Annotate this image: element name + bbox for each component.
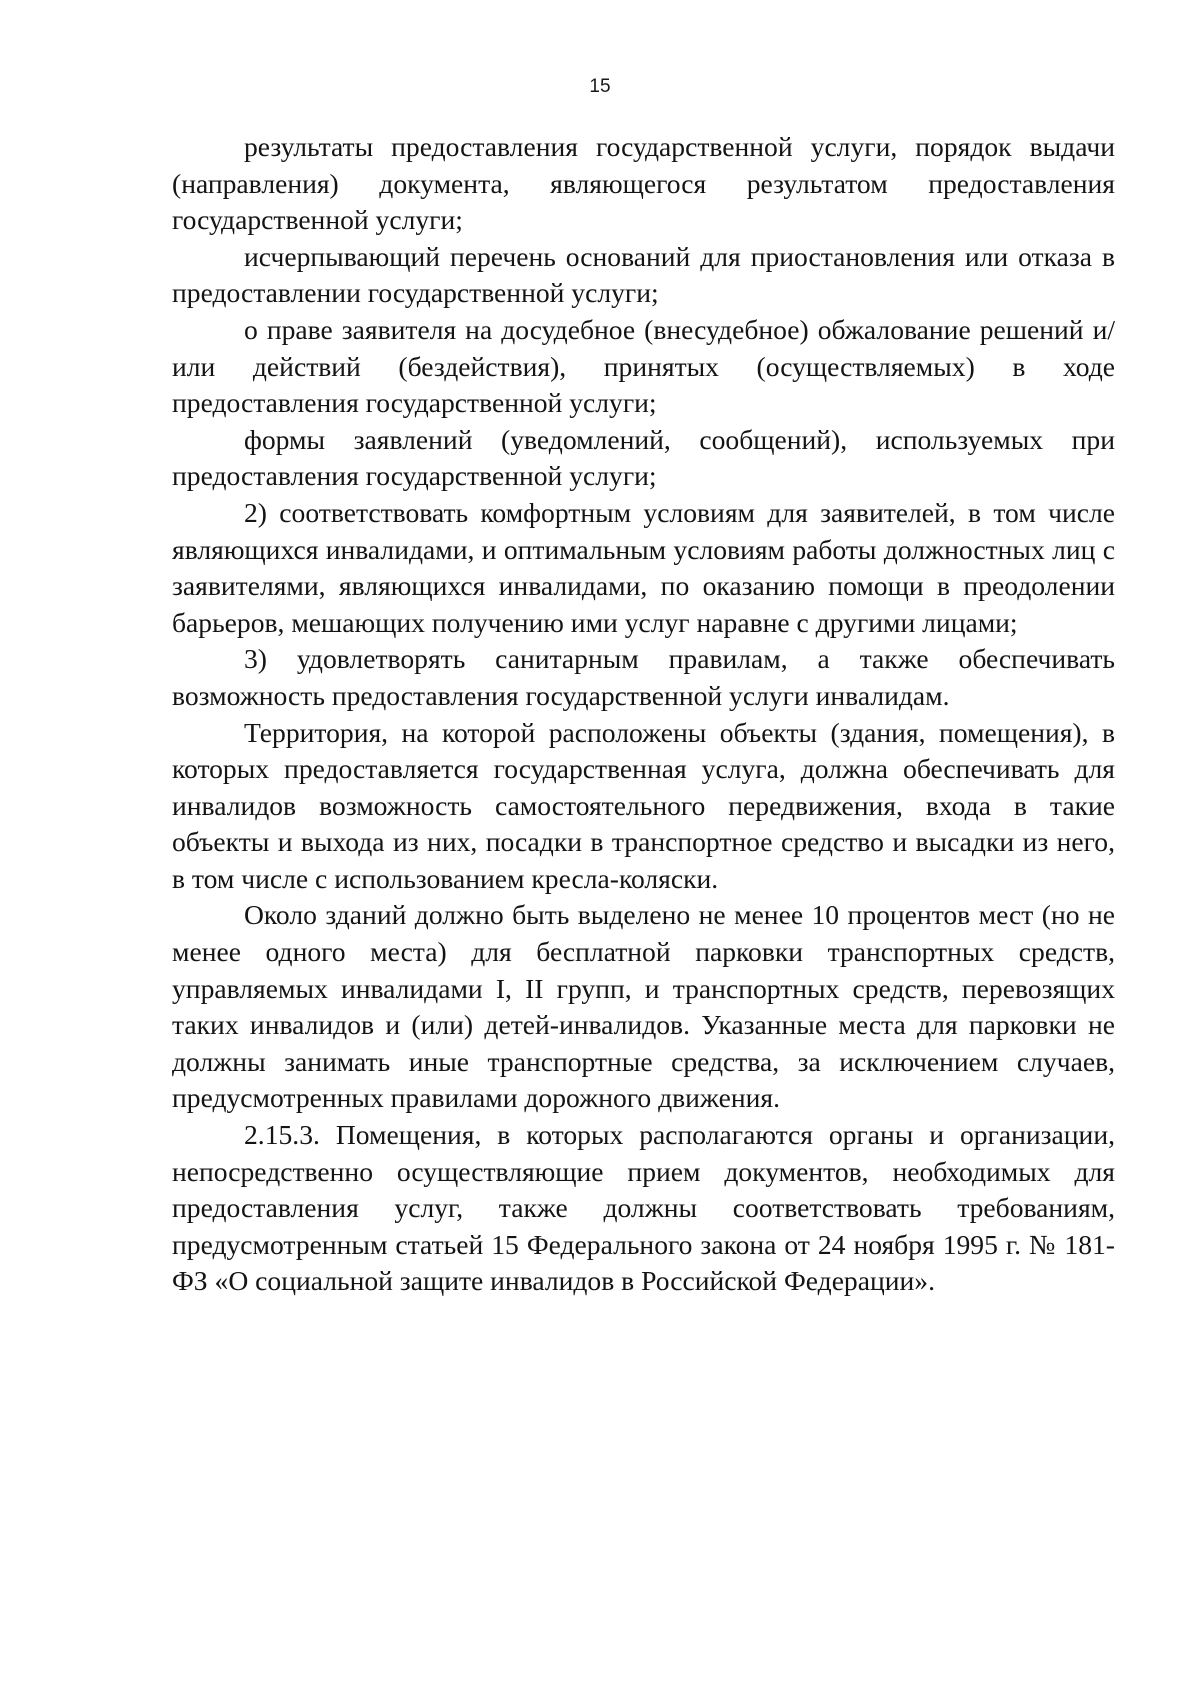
document-body [172, 129, 1115, 1300]
paragraph-application-forms: формы заявлений (уведомлений, сообщений), используемых при предоставления государственной услуги; [172, 423, 1115, 492]
paragraph-territory: Территория, на которой расположены объекты (здания, помещения), в которых предоставляется государственная услуга, должна обеспечивать для инвалидов возможность самостоятельного передвижения, входа в такие объекты и выхода из них, посадки в транспортное средство и высадки из него, в том числе с использованием кресла-коляски. [172, 716, 1115, 894]
paragraph-sanitary-rules: 3) удовлетворять санитарным правилам, а также обеспечивать возможность предоставления государственной услуги инвалидам. [172, 643, 1115, 711]
paragraph-appeal-right: о праве заявителя на досудебное (внесудебное) обжалование решений и/или действий (бездействия), принятых (осуществляемых) в ходе предоставления государственной услуги; [172, 313, 1115, 419]
paragraph-parking: Около зданий должно быть выделено не менее 10 процентов мест (но не менее одного места) для бесплатной парковки транспортных средств, управляемых инвалидами I, II групп, и транспортных средств, перевозящих таких инвалидов и (или) детей-инвалидов. Указанные места для парковки не должны занимать иные транспортные средства, за исключением случаев, предусмотренных правилами дорожного движения. [172, 899, 1115, 1114]
paragraph-refusal-grounds: исчерпывающий перечень оснований для приостановления или отказа в предоставлении государственной услуги; [172, 240, 1115, 309]
page-number: 15 [589, 76, 611, 97]
paragraph-service-result: результаты предоставления государственной услуги, порядок выдачи (направления) документа, являющегося результатом предоставления государственной услуги; [172, 131, 1115, 236]
paragraph-comfort-conditions: 2) соответствовать комфортным условиям для заявителей, в том числе являющихся инвалидами, и оптимальным условиям работы должностных лиц с заявителями, являющихся инвалидами, по оказанию помощи в преодолении барьеров, мешающих получению ими услуг наравне с другими лицами; [172, 496, 1115, 638]
paragraph-premises-requirements: 2.15.3. Помещения, в которых располагаются органы и организации, непосредственно осуществляющие прием документов, необходимых для предоставления услуг, также должны соответствовать требованиям, предусмотренным статьей 15 Федерального закона от 24 ноября 1995 г. № 181-ФЗ «О социальной защите инвалидов в Российской Федерации». [172, 1119, 1115, 1297]
